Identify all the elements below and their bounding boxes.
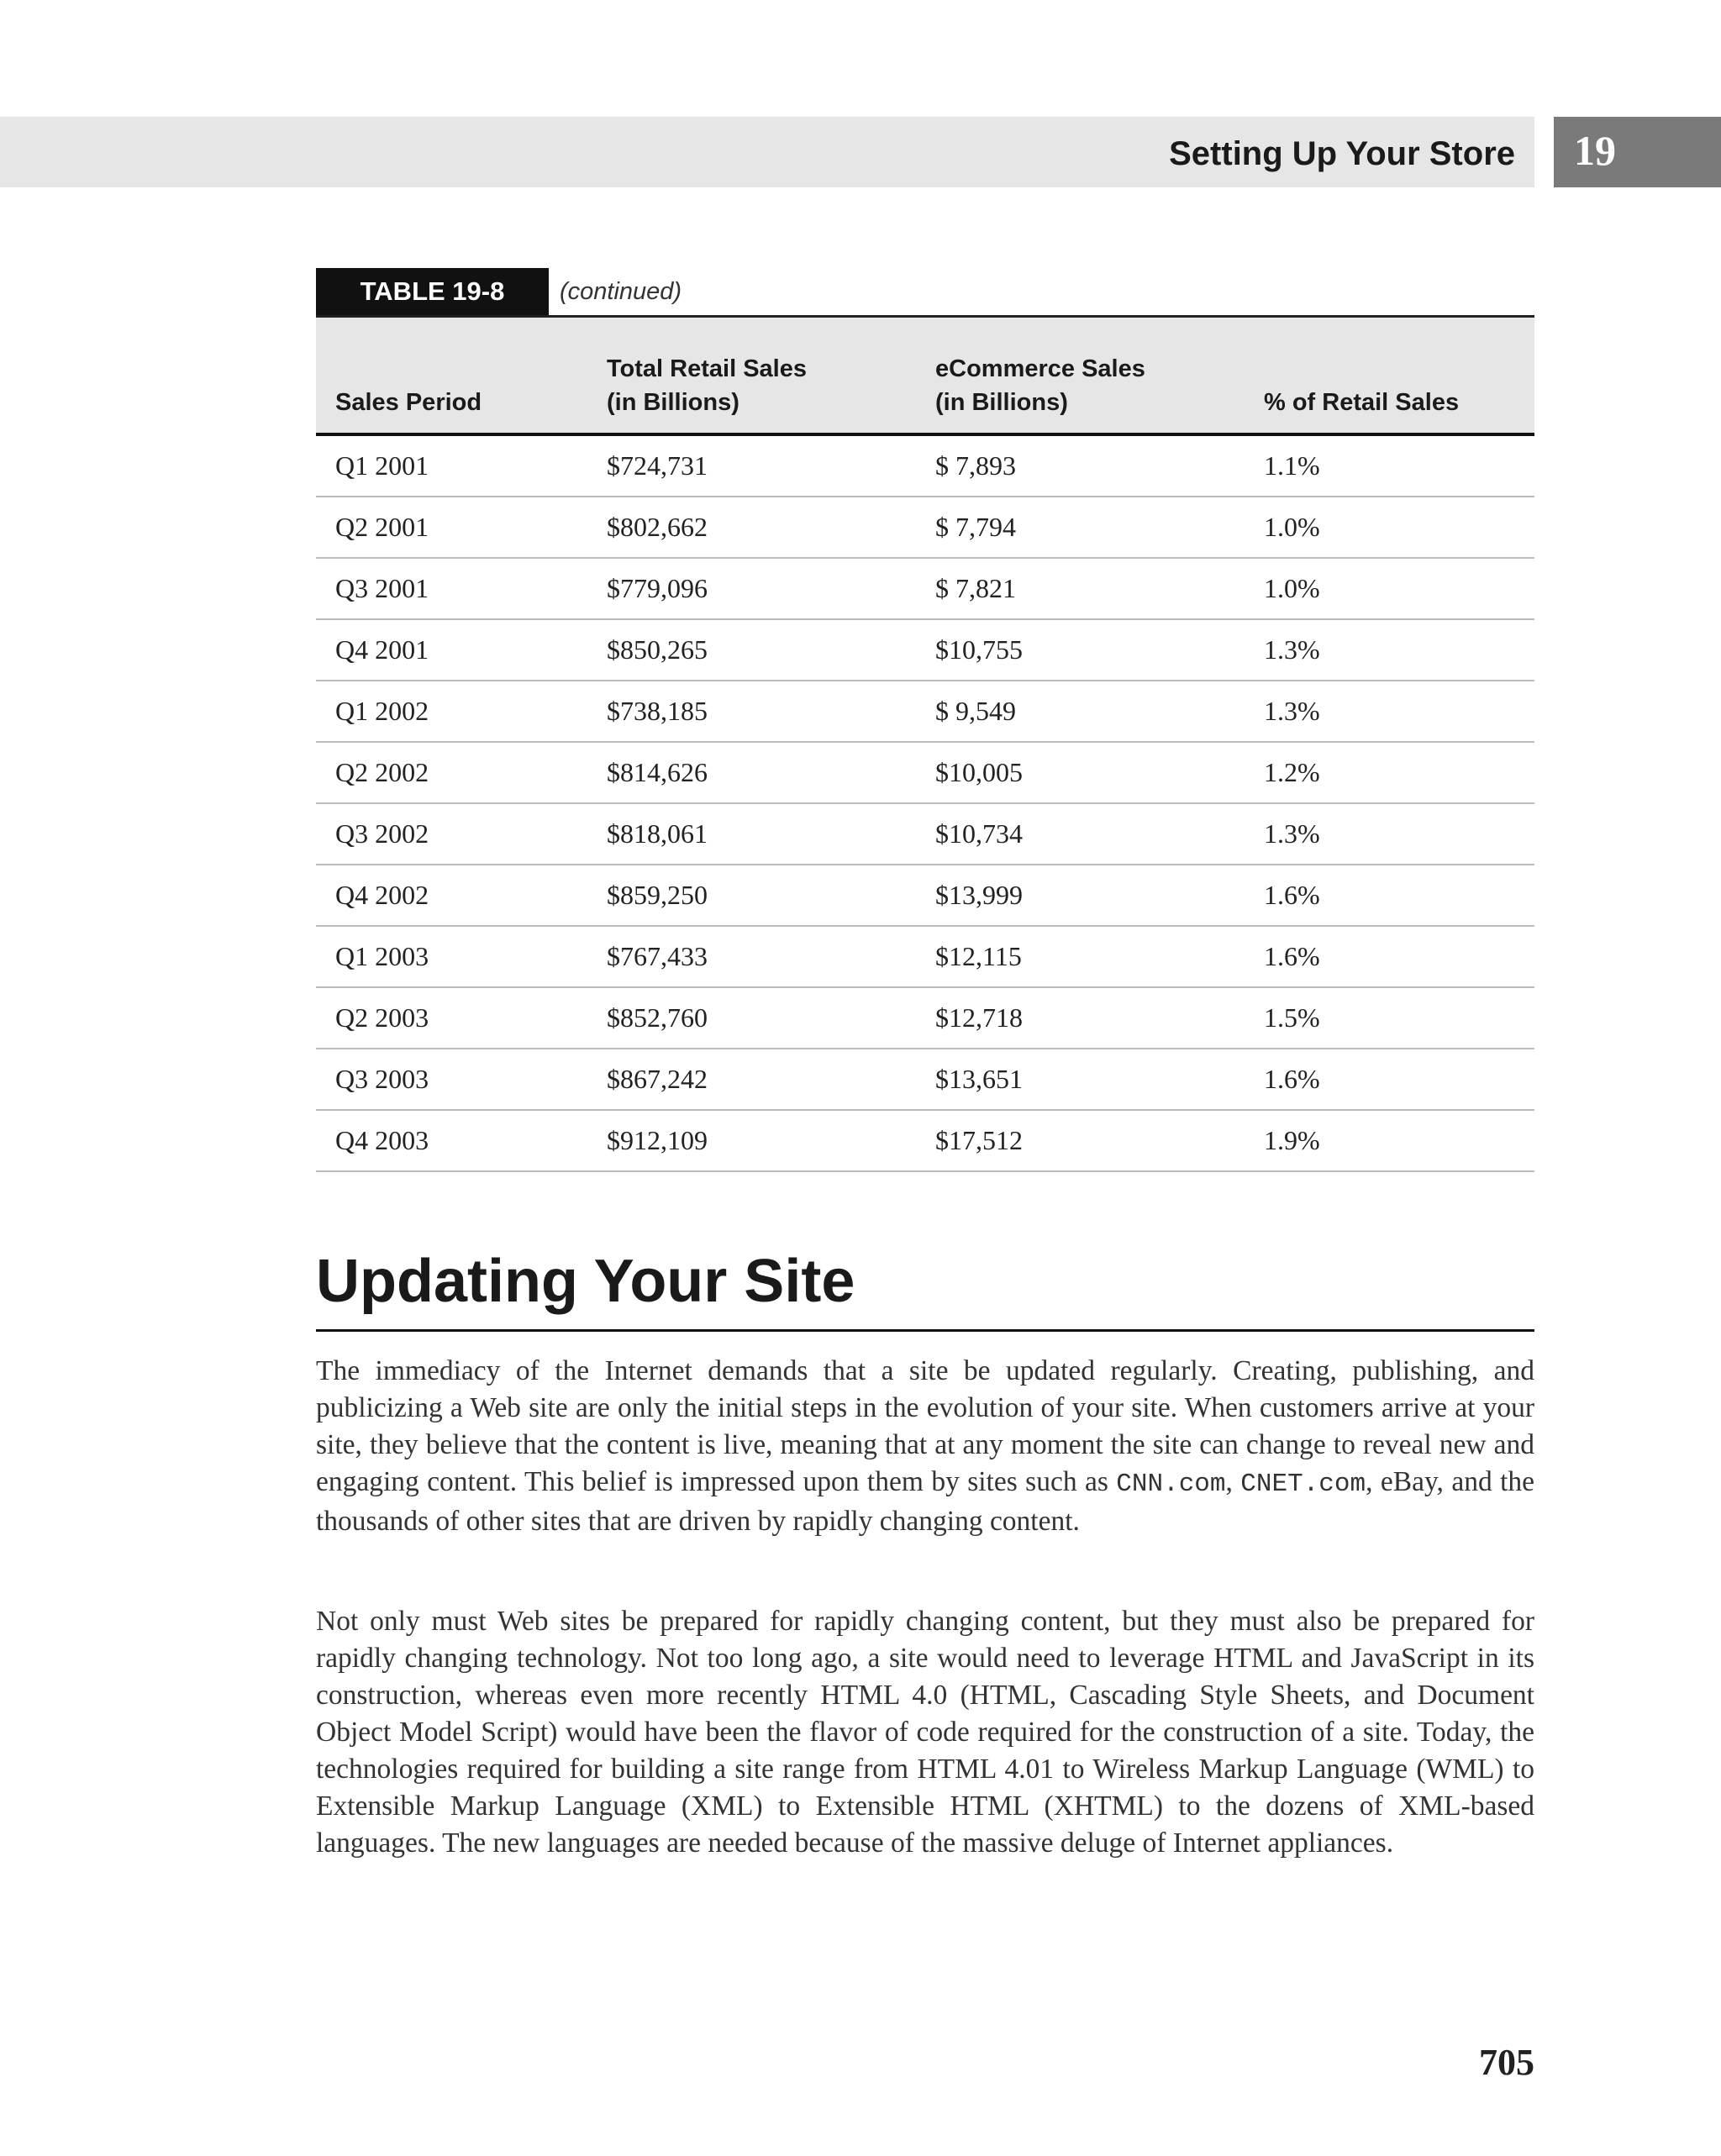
table-cell: $ 7,821 [935, 558, 1264, 619]
table-row [316, 742, 1534, 803]
table-row [316, 497, 1534, 558]
chapter-number: 19 [1574, 127, 1616, 174]
table-cell: Q3 2002 [316, 803, 607, 865]
sales-table [316, 315, 1534, 1172]
table-row [316, 434, 1534, 497]
table-cell: $859,250 [607, 865, 935, 926]
table-cell: $912,109 [607, 1110, 935, 1171]
table-cell: $850,265 [607, 619, 935, 681]
table-cell: $779,096 [607, 558, 935, 619]
table-row [316, 619, 1534, 681]
table-cell: $10,734 [935, 803, 1264, 865]
table-row [316, 1049, 1534, 1110]
chapter-tab [1554, 117, 1721, 187]
table-cell: Q1 2003 [316, 926, 607, 987]
table-cell: Q2 2001 [316, 497, 607, 558]
table-cell: $802,662 [607, 497, 935, 558]
table-cell: 1.3% [1264, 803, 1534, 865]
section-heading-rule [316, 1329, 1534, 1332]
table-cell: $10,755 [935, 619, 1264, 681]
table-row [316, 865, 1534, 926]
table-cell: $767,433 [607, 926, 935, 987]
table-cell: 1.2% [1264, 742, 1534, 803]
table-cell: 1.9% [1264, 1110, 1534, 1171]
table-cell: 1.3% [1264, 681, 1534, 742]
table-row [316, 803, 1534, 865]
table-cell: $867,242 [607, 1049, 935, 1110]
table-cell: Q3 2001 [316, 558, 607, 619]
table-cell: Q4 2001 [316, 619, 607, 681]
table-cell: $852,760 [607, 987, 935, 1049]
table-row [316, 1110, 1534, 1171]
table-continued-note: (continued) [560, 278, 682, 305]
table-cell: Q4 2002 [316, 865, 607, 926]
table-row [316, 558, 1534, 619]
table-cell: $738,185 [607, 681, 935, 742]
column-header-sales-period: Sales Period [316, 317, 607, 435]
table-cell: 1.6% [1264, 865, 1534, 926]
table-cell: 1.0% [1264, 558, 1534, 619]
table-caption [316, 268, 1534, 315]
table-cell: $17,512 [935, 1110, 1264, 1171]
table-cell: $ 7,893 [935, 434, 1264, 497]
table-cell: $10,005 [935, 742, 1264, 803]
table-label: TABLE 19-8 [316, 268, 549, 315]
column-header-ecommerce-sales: eCommerce Sales (in Billions) [935, 317, 1264, 435]
table-cell: $814,626 [607, 742, 935, 803]
running-header-title: Setting Up Your Store [1169, 135, 1515, 172]
section-heading: Updating Your Site [316, 1248, 855, 1315]
table-cell: $12,115 [935, 926, 1264, 987]
table-cell: $ 9,549 [935, 681, 1264, 742]
table-cell: $13,651 [935, 1049, 1264, 1110]
table-cell: Q1 2001 [316, 434, 607, 497]
table-cell: 1.1% [1264, 434, 1534, 497]
code-cnn: CNN.com [1116, 1470, 1226, 1499]
table-body [316, 434, 1534, 1171]
table-cell: 1.5% [1264, 987, 1534, 1049]
table-row [316, 681, 1534, 742]
table-row [316, 926, 1534, 987]
table-cell: Q2 2003 [316, 987, 607, 1049]
table-cell: Q3 2003 [316, 1049, 607, 1110]
table-row [316, 987, 1534, 1049]
table-cell: $724,731 [607, 434, 935, 497]
table-cell: 1.3% [1264, 619, 1534, 681]
table-header-row [316, 317, 1534, 435]
table-cell: Q1 2002 [316, 681, 607, 742]
table-cell: 1.0% [1264, 497, 1534, 558]
page-number: 705 [1479, 2042, 1534, 2083]
table-cell: 1.6% [1264, 1049, 1534, 1110]
code-cnet: CNET.com [1240, 1470, 1366, 1499]
table-cell: Q4 2003 [316, 1110, 607, 1171]
column-header-total-retail-sales: Total Retail Sales (in Billions) [607, 317, 935, 435]
body-paragraph-2: Not only must Web sites be prepared for rapidly changing content, but they must also be prepared for rapidly changing technology. Not too long ago, a site would need to leverage HTML and JavaScript in its construction, whereas even more recently HTML 4.0 (HTML, Cascading Style Sheets, and Document Object Model Script) would have been the flavor of code required for the construction of a site. Today, the technologies required for building a site range from HTML 4.01 to Wireless Markup Language (WML) to Extensible Markup Language (XML) to Extensible HTML (XHTML) to the dozens of XML-based languages. The new languages are needed because of the massive deluge of Internet appliances. [316, 1606, 1534, 1859]
table-cell: $13,999 [935, 865, 1264, 926]
table-cell: $818,061 [607, 803, 935, 865]
table-cell: Q2 2002 [316, 742, 607, 803]
table-cell: 1.6% [1264, 926, 1534, 987]
column-header-percent-retail-sales: % of Retail Sales [1264, 317, 1534, 435]
table-cell: $ 7,794 [935, 497, 1264, 558]
body-paragraph-1: The immediacy of the Internet demands that a site be updated regularly. Creating, publishing, and publicizing a Web site are only the initial steps in the evolution of your site. When customers arrive at your site, they believe that the content is live, meaning that at any moment the site can change to reveal new and engaging content. This belief is impressed upon them by sites such as CNN.com, CNET.com, eBay, and the thousands of other sites that are driven by rapidly changing content. [316, 1355, 1535, 1537]
table-cell: $12,718 [935, 987, 1264, 1049]
